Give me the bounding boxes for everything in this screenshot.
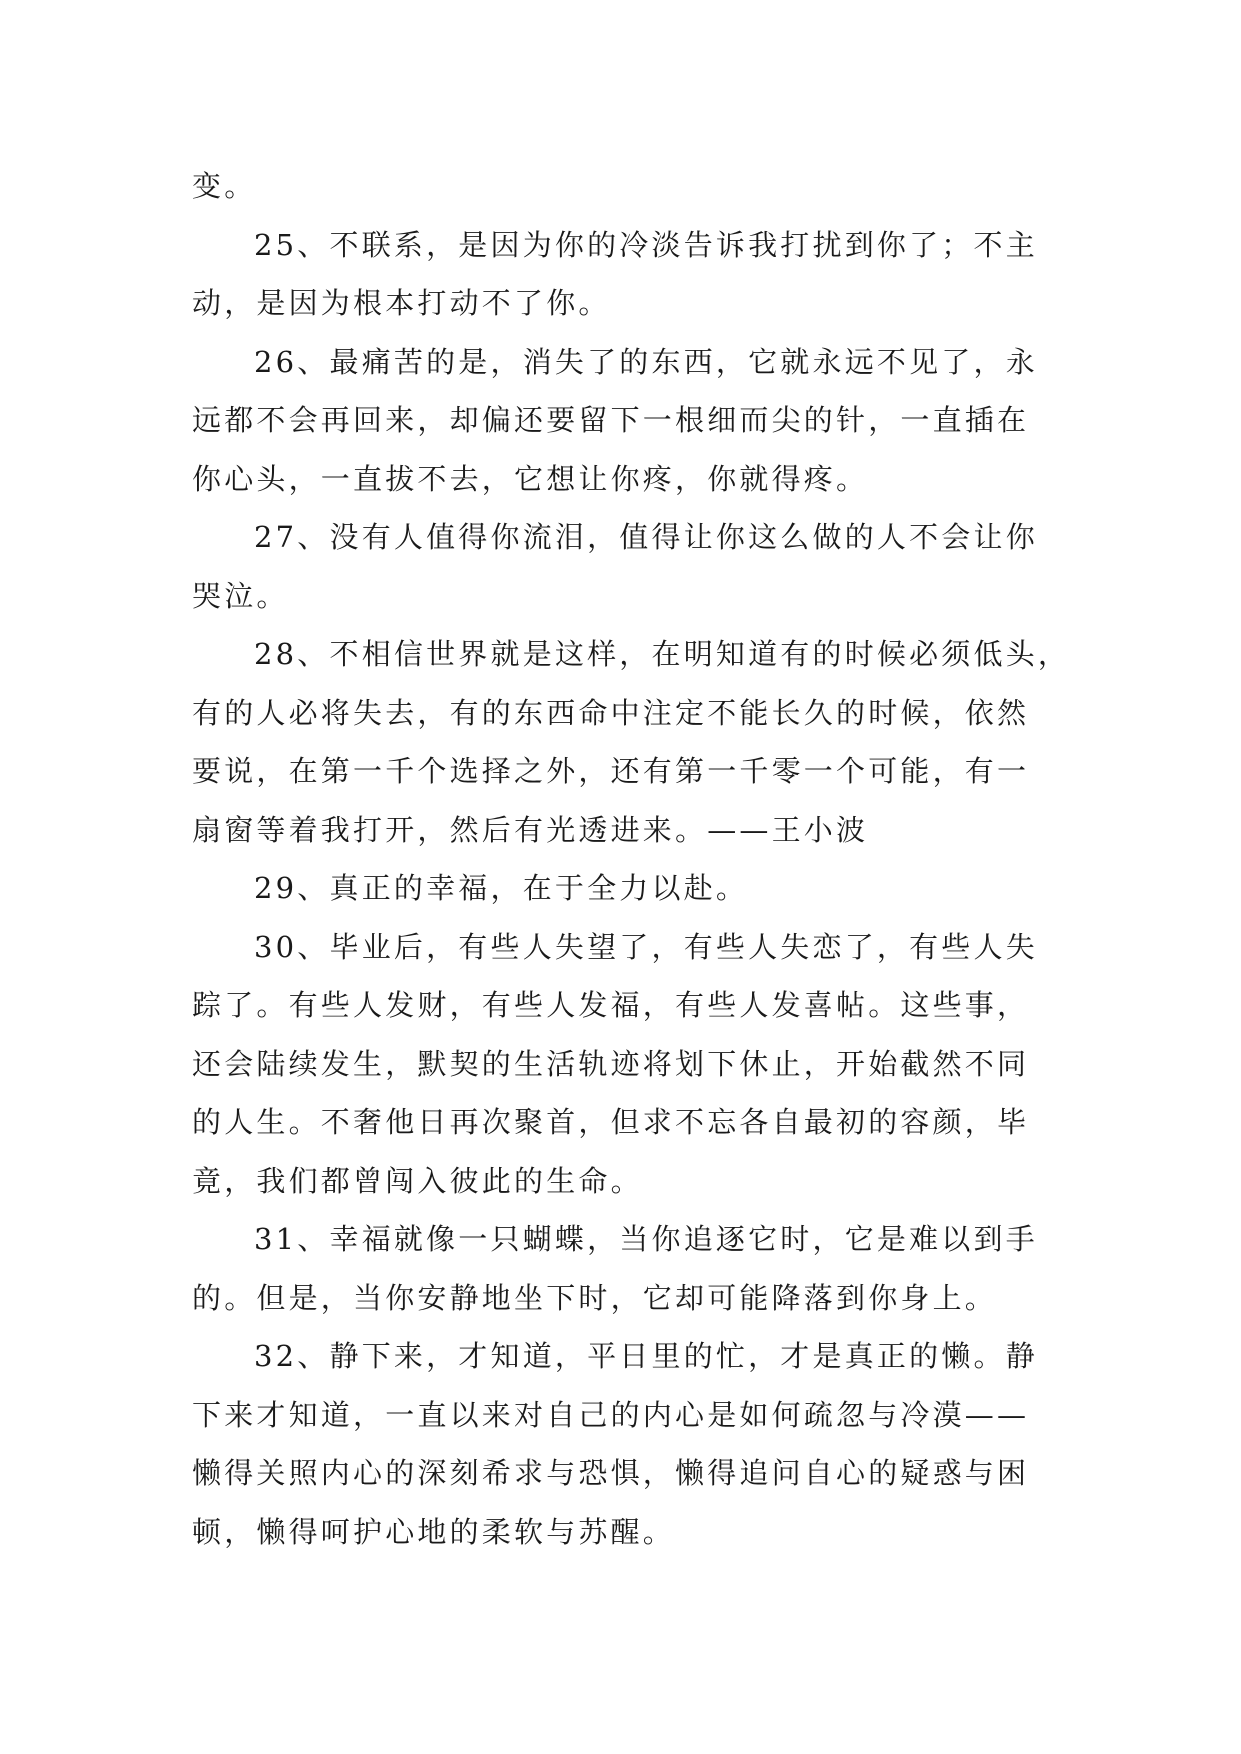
text-line: 32、静下来，才知道，平日里的忙，才是真正的懒。静	[254, 1339, 1038, 1373]
text-line: 有的人必将失去，有的东西命中注定不能长久的时候，依然	[192, 695, 1030, 730]
text-line: 25、不联系，是因为你的冷淡告诉我打扰到你了；不主	[254, 227, 1038, 262]
text-line: 哭泣。	[192, 578, 289, 613]
text-line: 动，是因为根本打动不了你。	[192, 286, 611, 320]
paragraph-26	[192, 333, 1049, 509]
text-line: 的。但是，当你安静地坐下时，它却可能降落到你身上。	[192, 1280, 998, 1315]
text-line: 的人生。不奢他日再次聚首，但求不忘各自最初的容颜，毕	[192, 1105, 1030, 1139]
text-line: 还会陆续发生，默契的生活轨迹将划下休止，开始截然不同	[192, 1046, 1030, 1081]
paragraph-29	[192, 859, 1049, 918]
paragraph-30	[192, 918, 1049, 1211]
paragraph-continuation	[192, 157, 1049, 216]
text-line: 远都不会再回来，却偏还要留下一根细而尖的针，一直插在	[192, 403, 1030, 437]
text-line: 30、毕业后，有些人失望了，有些人失恋了，有些人失	[254, 929, 1038, 964]
paragraph-25	[192, 216, 1049, 333]
paragraph-28	[192, 625, 1071, 859]
text-line: 下来才知道，一直以来对自己的内心是如何疏忽与冷漠——	[192, 1397, 1030, 1432]
text-line: 扇窗等着我打开，然后有光透进来。——王小波	[192, 812, 869, 847]
text-line: 27、没有人值得你流泪，值得让你这么做的人不会让你	[254, 520, 1038, 554]
text-line: 你心头，一直拔不去，它想让你疼，你就得疼。	[192, 461, 869, 496]
text-line: 要说，在第一千个选择之外，还有第一千零一个可能，有一	[192, 754, 1030, 788]
text-line: 变。	[192, 169, 257, 203]
text-line: 顿，懒得呵护心地的柔软与苏醒。	[192, 1514, 676, 1549]
text-line: 29、真正的幸福，在于全力以赴。	[254, 871, 749, 905]
text-line: 踪了。有些人发财，有些人发福，有些人发喜帖。这些事，	[192, 988, 1030, 1022]
paragraph-27	[192, 508, 1049, 625]
paragraph-31	[192, 1210, 1049, 1327]
paragraph-32	[192, 1327, 1049, 1561]
text-line: 懒得关照内心的深刻希求与恐惧，懒得追问自心的疑惑与困	[192, 1456, 1030, 1490]
text-line: 31、幸福就像一只蝴蝶，当你追逐它时，它是难以到手	[254, 1222, 1038, 1256]
text-line: 28、不相信世界就是这样，在明知道有的时候必须低头，	[254, 637, 1071, 671]
text-line: 竟，我们都曾闯入彼此的生命。	[192, 1163, 643, 1198]
document-body	[192, 157, 1071, 1561]
text-line: 26、最痛苦的是，消失了的东西，它就永远不见了，永	[254, 344, 1038, 379]
